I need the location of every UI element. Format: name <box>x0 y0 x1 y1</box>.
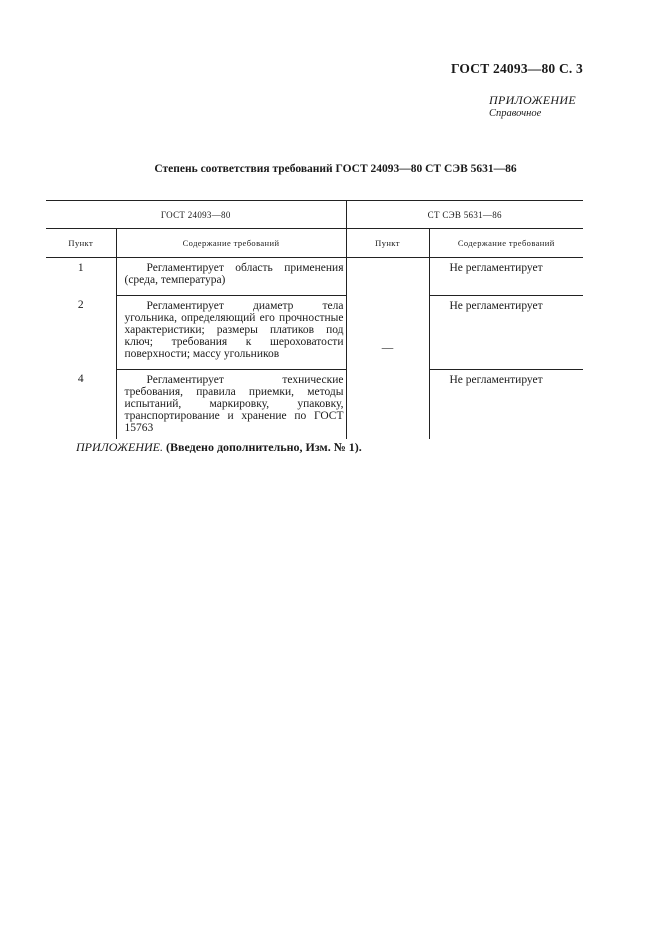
note-text: (Введено дополнительно, Изм. № 1). <box>165 440 362 454</box>
amendment-note <box>76 440 362 455</box>
right-item-dash: — <box>346 258 429 439</box>
row-item: 2 <box>46 295 116 369</box>
group-header-st-sev: СТ СЭВ 5631—86 <box>346 201 583 229</box>
row-content: Регламентирует область применения (среда, температура) <box>116 258 346 296</box>
table-group-header-row <box>46 201 583 229</box>
row-right-content: Не регламентирует <box>429 295 583 369</box>
row-right-content: Не регламентирует <box>449 373 543 386</box>
col-header-content: Содержание требований <box>116 229 346 258</box>
col-header-content-right: Содержание требований <box>429 229 583 258</box>
row-right-content: Не регламентирует <box>429 258 583 296</box>
row-item: 1 <box>46 258 116 296</box>
table-row <box>46 369 583 439</box>
compliance-table <box>46 200 583 439</box>
table-column-header-row <box>46 229 583 258</box>
note-label: ПРИЛОЖЕНИЕ. <box>76 440 163 454</box>
col-header-item: Пункт <box>46 229 116 258</box>
appendix-subtitle: Справочное <box>489 108 542 119</box>
col-header-item-right: Пункт <box>346 229 429 258</box>
page-header: ГОСТ 24093—80 С. 3 <box>450 61 583 76</box>
table-row <box>46 258 583 296</box>
row-item: 4 <box>46 369 116 439</box>
appendix-label <box>489 93 576 121</box>
table-title: Степень соответствия требований ГОСТ 24093—80 СТ СЭВ 5631—86 <box>154 163 517 175</box>
table-row <box>46 295 583 369</box>
appendix-title: ПРИЛОЖЕНИЕ <box>489 93 576 107</box>
group-header-gost: ГОСТ 24093—80 <box>46 201 346 229</box>
row-content: Регламентирует технические требования, правила приемки, методы испытаний, маркировку, упаковку, транспортирование и хранение по ГОСТ 15763 <box>116 369 346 439</box>
row-content: Регламентирует диаметр тела угольника, определяющий его прочностные характеристики; размеры платиков под ключ; требования к шероховатости поверхности; массу угольников <box>116 295 346 369</box>
